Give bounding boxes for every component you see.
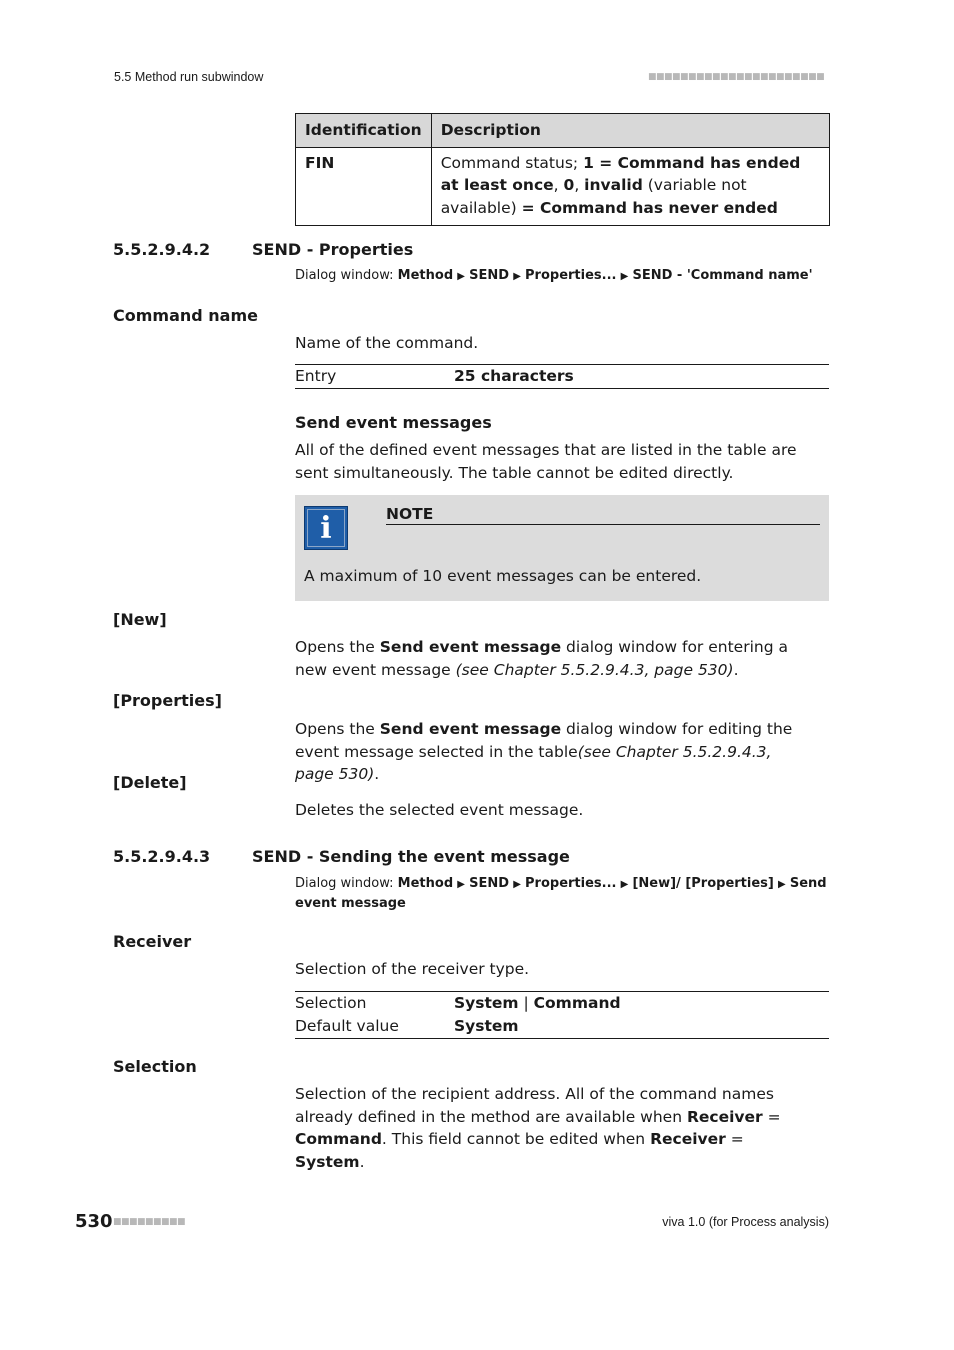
- path-arrow-icon: ▶: [457, 879, 465, 890]
- spec-key: Entry: [295, 367, 337, 385]
- parameter-spec-table: [295, 364, 829, 389]
- parameter-label-command-name: Command name: [113, 306, 258, 325]
- parameter-label-receiver: Receiver: [113, 932, 192, 951]
- spec-key: Default value: [295, 1017, 399, 1035]
- parameter-description: Opens the Send event message dialog window for entering a new event message (see Chapter 5.5.2.9.4.3, page 530).: [295, 638, 788, 679]
- identification-table: [295, 113, 830, 226]
- subsection-description: All of the defined event messages that are listed in the table are sent simultaneously. The table cannot be edited directly.: [295, 441, 797, 482]
- path-arrow-icon: ▶: [513, 271, 521, 282]
- spec-value: 25 characters: [454, 367, 574, 385]
- path-arrow-icon: ▶: [777, 879, 786, 890]
- path-arrow-icon: ▶: [457, 271, 465, 282]
- note-text: A maximum of 10 event messages can be entered.: [304, 567, 702, 585]
- cell-description: Command status; 1 = Command has ended at least once, 0, invalid (variable not available) = Command has never ended: [431, 147, 829, 226]
- path-arrow-icon: ▶: [620, 879, 629, 890]
- cell-identification: FIN: [296, 147, 432, 226]
- dialog-path: Dialog window: Method ▶ SEND ▶ Properties... ▶ SEND - 'Command name': [295, 268, 813, 283]
- footer-decoration: ■■■■■■■■■: [113, 1217, 186, 1227]
- parameter-label-delete: [Delete]: [113, 773, 187, 792]
- dialog-path: Dialog window: Method ▶ SEND ▶ Properties... ▶ [New]/ [Properties] ▶ Send event message: [295, 876, 827, 911]
- section-number: 5.5.2.9.4.3: [113, 847, 211, 866]
- path-arrow-icon: ▶: [620, 271, 629, 282]
- parameter-label-new: [New]: [113, 610, 167, 629]
- column-header-identification: Identification: [296, 114, 432, 148]
- table-row: [296, 147, 830, 226]
- spec-value: System: [454, 1017, 519, 1035]
- spec-value: System | Command: [454, 994, 621, 1012]
- parameter-description: Name of the command.: [295, 334, 479, 352]
- path-arrow-icon: ▶: [513, 879, 521, 890]
- parameter-label-properties: [Properties]: [113, 691, 222, 710]
- chapter-reference-link[interactable]: (see Chapter 5.5.2.9.4.3, page 530): [295, 742, 772, 783]
- page-number: 530: [75, 1211, 113, 1232]
- parameter-label-selection: Selection: [113, 1057, 197, 1076]
- info-icon: i: [304, 506, 348, 550]
- note-box: [295, 495, 829, 601]
- section-title: SEND - Sending the event message: [252, 847, 570, 866]
- parameter-description: Selection of the receiver type.: [295, 960, 530, 978]
- header-decoration: ■■■■■■■■■■■■■■■■■■■■■■: [648, 72, 825, 82]
- parameter-spec-table: [295, 991, 829, 1039]
- column-header-description: Description: [431, 114, 829, 148]
- section-number: 5.5.2.9.4.2: [113, 240, 211, 259]
- spec-key: Selection: [295, 994, 367, 1012]
- chapter-reference-link[interactable]: (see Chapter 5.5.2.9.4.3, page 530): [455, 660, 734, 679]
- product-name: viva 1.0 (for Process analysis): [662, 1215, 829, 1229]
- parameter-description: Deletes the selected event message.: [295, 801, 584, 819]
- section-title: SEND - Properties: [252, 240, 414, 259]
- running-header-section: 5.5 Method run subwindow: [114, 70, 264, 84]
- note-title: NOTE: [386, 505, 820, 525]
- parameter-description: Selection of the recipient address. All of the command names already defined in the method are available when Receiver = Command. This field cannot be edited when Receiver = System.: [295, 1085, 781, 1171]
- subsection-title: Send event messages: [295, 413, 492, 432]
- parameter-description: Opens the Send event message dialog window for editing the event message selected in the table(see Chapter 5.5.2.9.4.3, page 530).: [295, 720, 793, 783]
